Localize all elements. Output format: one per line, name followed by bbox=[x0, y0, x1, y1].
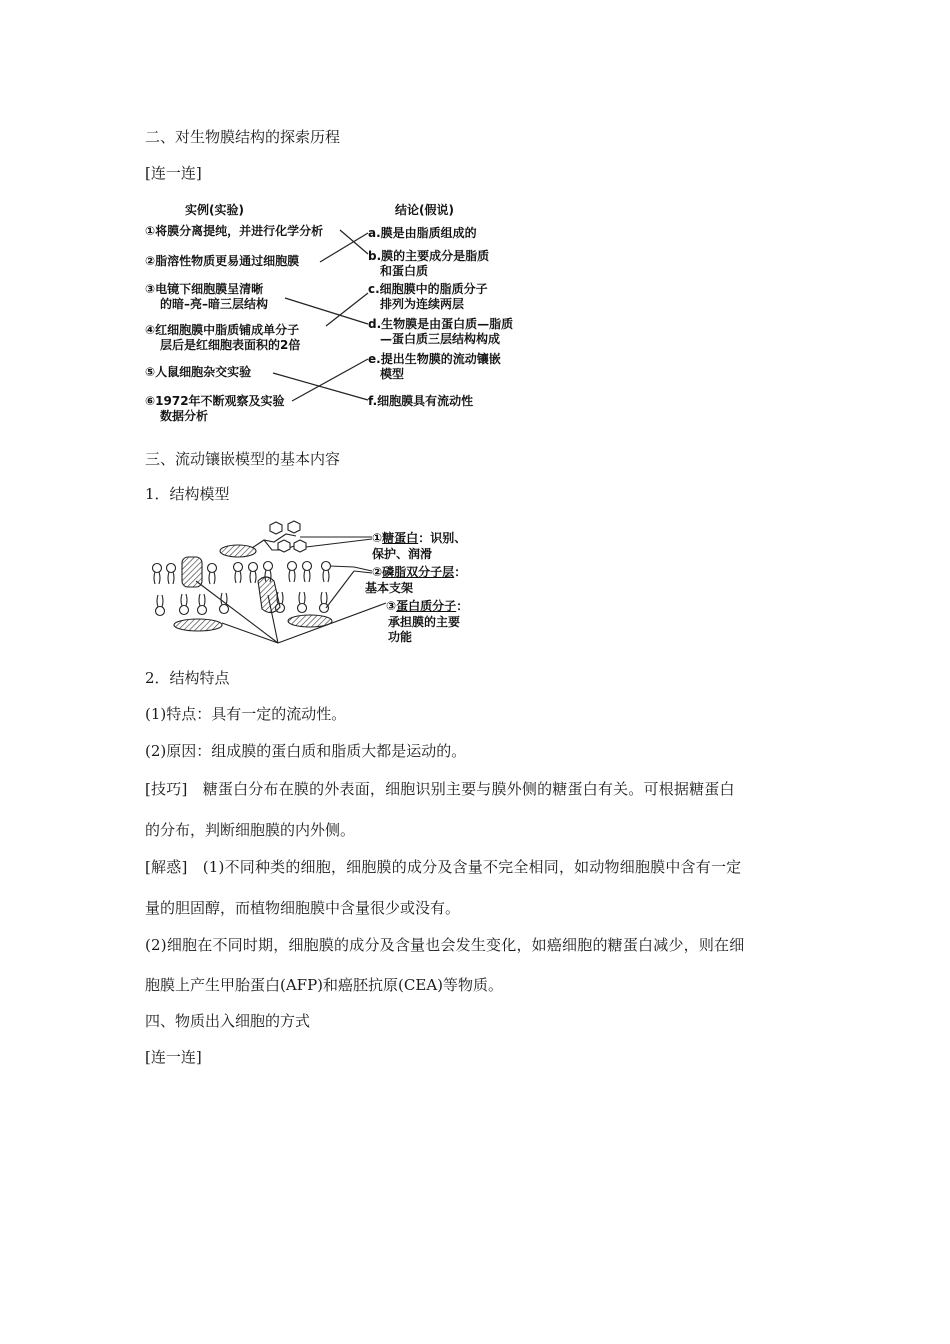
label-glycoprotein-function: 保护、润滑 bbox=[372, 547, 433, 561]
experiment-6: ⑥1972年不断观察及实验 bbox=[145, 394, 285, 408]
experiment-4-cont: 层后是红细胞表面积的2倍 bbox=[160, 338, 301, 352]
connect-label: [连一连] bbox=[145, 164, 202, 182]
label-protein-function-cont: 功能 bbox=[388, 630, 413, 644]
clarification-line-2: 量的胆固醇，而植物细胞膜中含量很少或没有。 bbox=[145, 899, 461, 917]
matching-diagram bbox=[140, 196, 540, 436]
conclusion-d: d.生物膜是由蛋白质—脂质 bbox=[368, 317, 514, 331]
label-bilayer-function: 基本支架 bbox=[365, 581, 414, 595]
conclusion-b: b.膜的主要成分是脂质 bbox=[368, 249, 490, 263]
label-glycoprotein: ①糖蛋白：识别、 bbox=[372, 531, 467, 545]
conclusion-c: c.细胞膜中的脂质分子 bbox=[368, 282, 488, 296]
label-protein-molecule: ③蛋白质分子： bbox=[386, 599, 469, 613]
section-heading-2: 二、对生物膜结构的探索历程 bbox=[145, 128, 341, 146]
label-protein-function: 承担膜的主要 bbox=[388, 615, 461, 629]
conclusion-e: e.提出生物膜的流动镶嵌 bbox=[368, 352, 501, 366]
clarification-line-3: (2)细胞在不同时期，细胞膜的成分及含量也会发生变化，如癌细胞的糖蛋白减少，则在细 bbox=[145, 936, 745, 954]
membrane-model-diagram bbox=[140, 515, 490, 650]
experiment-6-cont: 数据分析 bbox=[160, 409, 209, 423]
tip-line-2: 的分布，判断细胞膜的内外侧。 bbox=[145, 821, 356, 839]
right-header: 结论(假说) bbox=[395, 203, 454, 217]
experiment-1: ①将膜分离提纯，并进行化学分析 bbox=[145, 224, 324, 238]
conclusion-a: a.膜是由脂质组成的 bbox=[368, 226, 477, 240]
experiment-2: ②脂溶性物质更易通过细胞膜 bbox=[145, 254, 300, 268]
conclusion-c-cont: 排列为连续两层 bbox=[380, 297, 465, 311]
label-phospholipid-bilayer: ②磷脂双分子层： bbox=[372, 565, 467, 579]
conclusion-e-cont: 模型 bbox=[380, 367, 405, 381]
feature-paragraph: (1)特点：具有一定的流动性。 bbox=[145, 705, 347, 723]
left-header: 实例(实验) bbox=[185, 203, 244, 217]
experiment-3-cont: 的暗–亮–暗三层结构 bbox=[160, 297, 269, 311]
section-heading-3: 三、流动镶嵌模型的基本内容 bbox=[145, 450, 341, 468]
section-heading-4: 四、物质出入细胞的方式 bbox=[145, 1012, 311, 1030]
clarification-line-1: [解惑] (1)不同种类的细胞，细胞膜的成分及含量不完全相同，如动物细胞膜中含有一定 bbox=[145, 858, 742, 876]
subheading-structure-features: 2．结构特点 bbox=[145, 669, 230, 687]
experiment-3: ③电镜下细胞膜呈清晰 bbox=[145, 282, 264, 296]
clarification-line-4: 胞膜上产生甲胎蛋白(AFP)和癌胚抗原(CEA)等物质。 bbox=[145, 976, 504, 994]
connect-label-2: [连一连] bbox=[145, 1048, 202, 1066]
conclusion-f: f.细胞膜具有流动性 bbox=[368, 394, 474, 408]
reason-paragraph: (2)原因：组成膜的蛋白质和脂质大都是运动的。 bbox=[145, 742, 467, 760]
experiment-5: ⑤人鼠细胞杂交实验 bbox=[145, 365, 252, 379]
subheading-structure-model: 1．结构模型 bbox=[145, 485, 230, 503]
conclusion-b-cont: 和蛋白质 bbox=[380, 264, 429, 278]
conclusion-d-cont: —蛋白质三层结构构成 bbox=[380, 332, 501, 346]
tip-line-1: [技巧] 糖蛋白分布在膜的外表面，细胞识别主要与膜外侧的糖蛋白有关。可根据糖蛋白 bbox=[145, 780, 735, 798]
experiment-4: ④红细胞膜中脂质铺成单分子 bbox=[145, 323, 300, 337]
